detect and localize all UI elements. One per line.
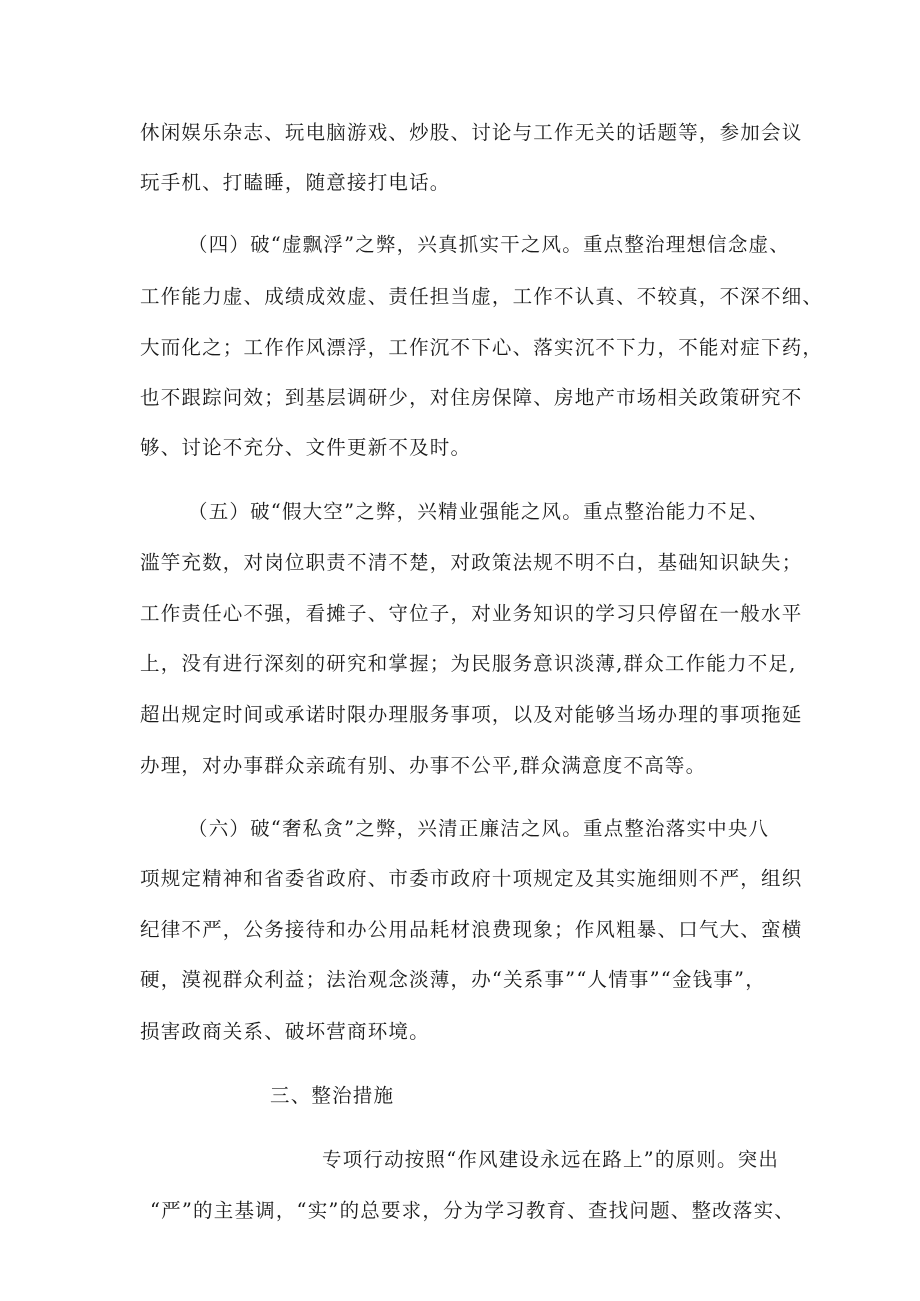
paragraph-line: “严”的主基调，“实”的总要求，分为学习教育、查找问题、整改落实、 — [150, 1199, 795, 1222]
paragraph-line: 滥竽充数，对岗位职责不清不楚，对政策法规不明不白，基础知识缺失； — [140, 551, 803, 574]
paragraph-line: 玩手机、打瞌睡，随意接打电话。 — [140, 171, 451, 194]
paragraph-line: 纪律不严，公务接待和办公用品耗材浪费现象；作风粗暴、口气大、蛮横 — [140, 918, 803, 941]
paragraph-line: 休闲娱乐杂志、玩电脑游戏、炒股、讨论与工作无关的话题等，参加会议 — [140, 121, 803, 144]
paragraph-line: 工作能力虚、成绩成效虚、责任担当虚，工作不认真、不较真，不深不细、 — [140, 285, 824, 308]
paragraph-line: 办理，对办事群众亲疏有别、办事不公平,群众满意度不高等。 — [140, 754, 707, 777]
paragraph-line: 上，没有进行深刻的研究和掌握；为民服务意识淡薄,群众工作能力不足, — [140, 652, 797, 675]
paragraph-line: 硬，漠视群众利益；法治观念淡薄，办“关系事”“人情事”“金钱事”， — [140, 968, 766, 991]
paragraph-line: 专项行动按照“作风建设永远在路上”的原则。突出 — [322, 1148, 780, 1171]
paragraph-line: 够、讨论不充分、文件更新不及时。 — [140, 436, 472, 459]
paragraph-line: （四）破“虚飘浮”之弊，兴真抓实干之风。重点整治理想信念虚、 — [188, 233, 790, 256]
paragraph-line: 超出规定时间或承诺时限办理服务事项，以及对能够当场办理的事项拖延 — [140, 703, 803, 726]
paragraph-line: 工作责任心不强，看摊子、守位子，对业务知识的学习只停留在一般水平 — [140, 602, 803, 625]
paragraph-line: 损害政商关系、破坏营商环境。 — [140, 1020, 430, 1043]
paragraph-line: 也不跟踪问效；到基层调研少，对住房保障、房地产市场相关政策研究不 — [140, 386, 803, 409]
section-heading: 三、整治措施 — [270, 1084, 395, 1107]
paragraph-line: （六）破“奢私贪”之弊，兴清正廉洁之风。重点整治落实中央八 — [188, 817, 770, 840]
paragraph-line: 大而化之；工作作风漂浮，工作沉不下心、落实沉不下力，不能对症下药， — [140, 336, 824, 359]
paragraph-line: （五）破“假大空”之弊，兴精业强能之风。重点整治能力不足、 — [188, 500, 770, 523]
paragraph-line: 项规定精神和省委省政府、市委市政府十项规定及其实施细则不严，组织 — [140, 867, 803, 890]
